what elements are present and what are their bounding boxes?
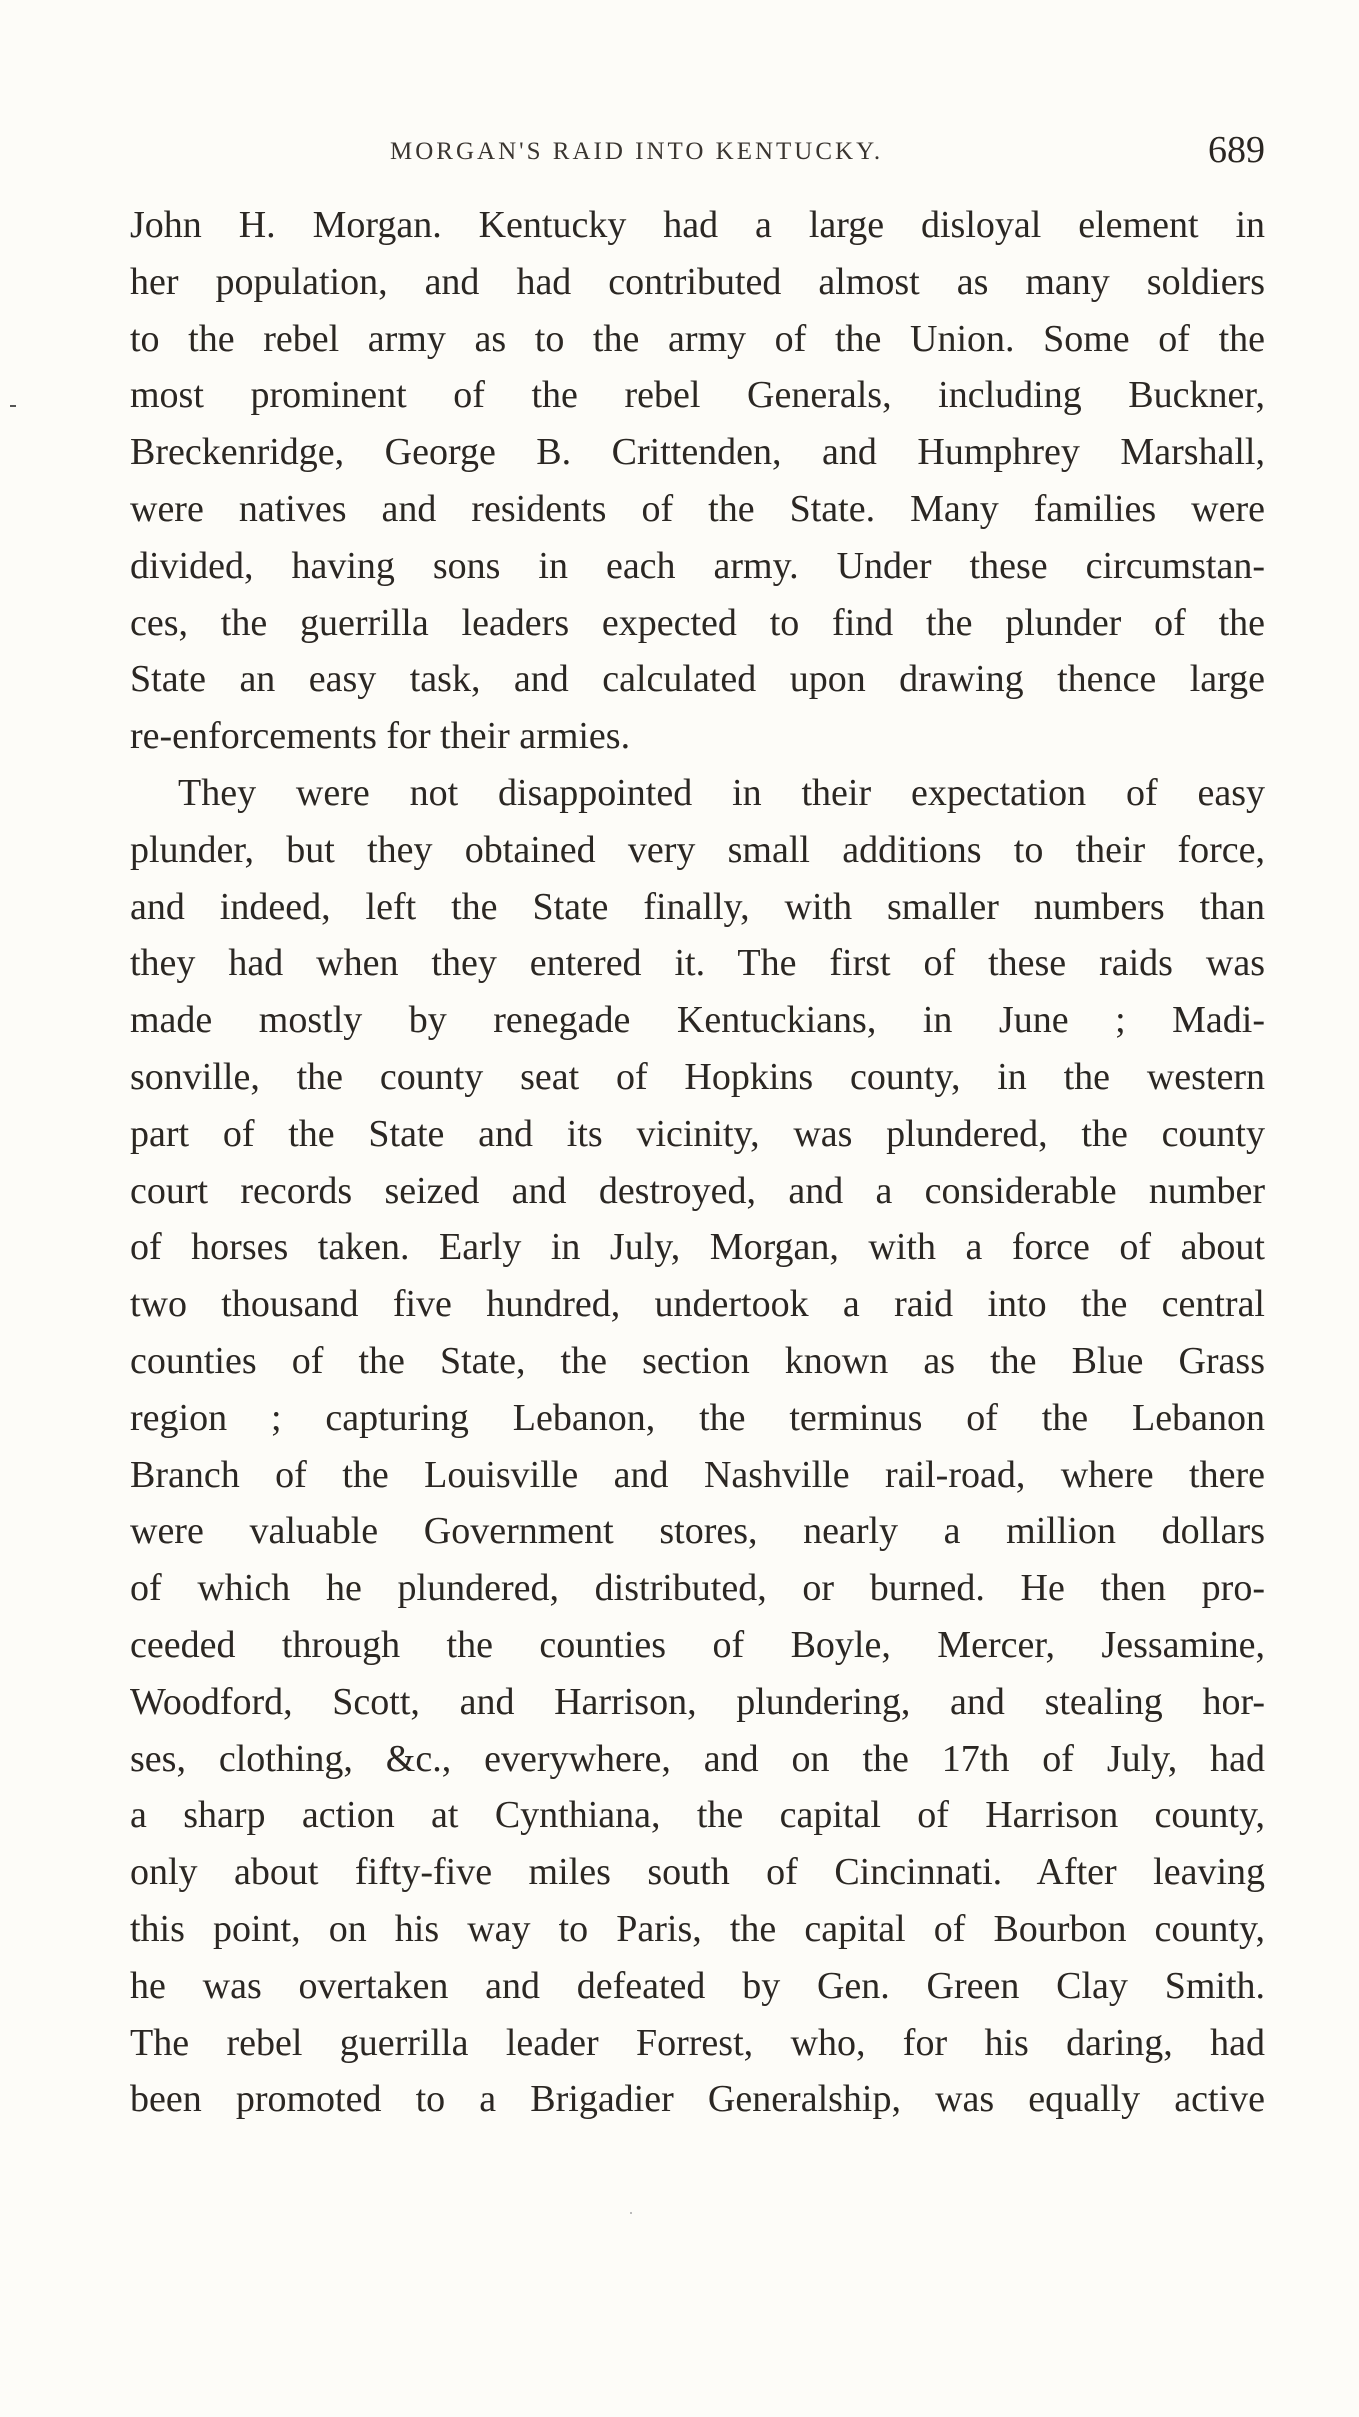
text-line: John H. Morgan. Kentucky had a large disloyal element in: [130, 204, 1265, 246]
text-line: they had when they entered it. The first of these raids was: [130, 942, 1265, 985]
page-number: 689: [1208, 129, 1265, 171]
text-line: her population, and had contributed almost as many soldiers: [130, 260, 1265, 303]
text-line: two thousand five hundred, undertook a raid into the central: [130, 1283, 1265, 1326]
text-line: They were not disappointed in their expectation of easy: [178, 771, 1265, 814]
text-line: court records seized and destroyed, and a considerable number: [130, 1169, 1265, 1212]
paper-speck: [630, 2212, 632, 2214]
text-line: plunder, but they obtained very small additions to their force,: [130, 828, 1265, 871]
text-line: of horses taken. Early in July, Morgan, with a force of about: [130, 1226, 1265, 1269]
text-line: Branch of the Louisville and Nashville rail-road, where there: [130, 1453, 1265, 1496]
text-line: only about fifty-five miles south of Cincinnati. After leaving: [130, 1851, 1265, 1894]
text-line: Breckenridge, George B. Crittenden, and Humphrey Marshall,: [130, 431, 1265, 474]
margin-mark: [10, 405, 16, 407]
text-line: most prominent of the rebel Generals, including Buckner,: [130, 374, 1265, 417]
text-line: been promoted to a Brigadier Generalship, was equally active: [130, 2078, 1265, 2121]
body-text: [130, 197, 1265, 2128]
text-line: were valuable Government stores, nearly a million dollars: [130, 1510, 1265, 1553]
text-line: region ; capturing Lebanon, the terminus of the Lebanon: [130, 1396, 1265, 1439]
running-head: [130, 128, 1265, 176]
text-line: re-enforcements for their armies.: [130, 715, 631, 758]
text-line: Woodford, Scott, and Harrison, plundering, and stealing hor-: [130, 1680, 1265, 1723]
running-title: MORGAN'S RAID INTO KENTUCKY.: [390, 138, 884, 165]
text-line: ses, clothing, &c., everywhere, and on the 17th of July, had: [130, 1737, 1265, 1780]
text-line: part of the State and its vicinity, was plundered, the county: [130, 1112, 1265, 1155]
text-line: divided, having sons in each army. Under these circumstan-: [130, 544, 1265, 587]
text-line: ceeded through the counties of Boyle, Mercer, Jessamine,: [130, 1623, 1265, 1666]
text-line: to the rebel army as to the army of the Union. Some of the: [130, 317, 1265, 360]
paragraph-2: [130, 765, 1265, 2128]
text-line: State an easy task, and calculated upon drawing thence large: [130, 658, 1265, 701]
text-line: The rebel guerrilla leader Forrest, who, for his daring, had: [130, 2021, 1265, 2064]
paragraph-1: [130, 197, 1265, 765]
text-line: sonville, the county seat of Hopkins county, in the western: [130, 1055, 1265, 1098]
text-line: and indeed, left the State finally, with smaller numbers than: [130, 885, 1265, 928]
text-line: he was overtaken and defeated by Gen. Green Clay Smith.: [130, 1964, 1265, 2007]
text-line: this point, on his way to Paris, the capital of Bourbon county,: [130, 1907, 1265, 1950]
text-line: ces, the guerrilla leaders expected to find the plunder of the: [130, 601, 1265, 644]
text-line: a sharp action at Cynthiana, the capital of Harrison county,: [130, 1794, 1265, 1837]
text-line: of which he plundered, distributed, or burned. He then pro-: [130, 1567, 1265, 1610]
text-line: counties of the State, the section known as the Blue Grass: [130, 1339, 1265, 1382]
text-line: were natives and residents of the State. Many families were: [130, 487, 1265, 530]
text-line: made mostly by renegade Kentuckians, in June ; Madi-: [130, 999, 1265, 1042]
